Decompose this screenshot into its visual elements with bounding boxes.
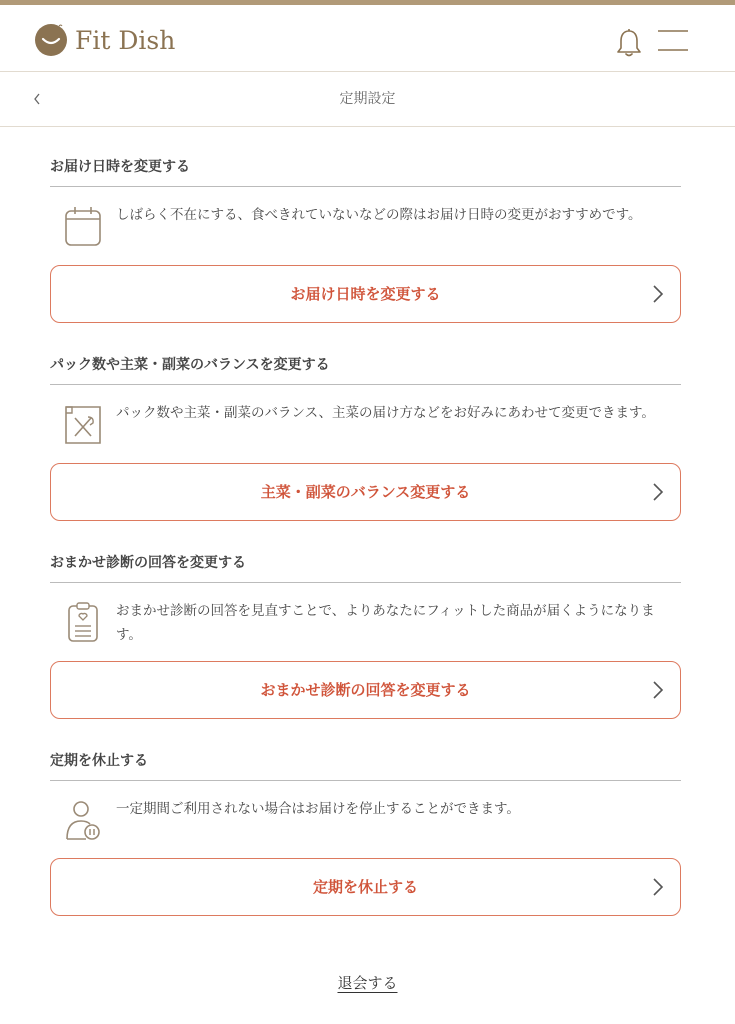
- section-change-diagnosis: [50, 548, 681, 699]
- logo-bowl-icon: [34, 23, 68, 57]
- chevron-right-icon: [652, 482, 664, 502]
- section-change-delivery: [50, 152, 681, 303]
- page-subheader: [0, 72, 735, 127]
- description-text: おまかせ診断の回答を見直すことで、よりあなたにフィットした商品が届くようになります。: [116, 603, 655, 643]
- brand-logo[interactable]: [34, 23, 175, 57]
- section-title: お届け日時を変更する: [50, 152, 681, 187]
- section-title: 定期を休止する: [50, 746, 681, 781]
- section-change-balance: [50, 350, 681, 501]
- section-pause-subscription: [50, 746, 681, 896]
- description-text: しばらく不在にする、食べきれていないなどの際はお届け日時の変更がおすすめです。: [116, 207, 642, 223]
- chevron-right-icon: [652, 877, 664, 897]
- description-text: 一定期間ご利用されない場合はお届けを停止することができます。: [116, 801, 520, 817]
- button-label: おまかせ診断の回答を変更する: [260, 681, 471, 699]
- description-text: パック数や主菜・副菜のバランス、主菜の届け方などをお好みにあわせて変更できます。: [116, 405, 655, 421]
- section-description: [50, 385, 681, 463]
- section-description: [50, 781, 681, 855]
- change-diagnosis-button[interactable]: [50, 661, 681, 719]
- button-label: お届け日時を変更する: [290, 285, 441, 303]
- section-description: [50, 583, 681, 661]
- bell-icon[interactable]: [615, 28, 643, 58]
- hamburger-menu-icon[interactable]: [657, 27, 689, 57]
- user-pause-icon: [64, 799, 102, 841]
- brand-name: Fit Dish: [75, 25, 176, 55]
- chevron-right-icon: [652, 284, 664, 304]
- meal-balance-icon: [64, 403, 102, 445]
- pause-subscription-button[interactable]: [50, 858, 681, 916]
- calendar-icon: [64, 205, 102, 247]
- button-label: 定期を休止する: [312, 878, 418, 896]
- section-description: [50, 187, 681, 265]
- withdraw-link-row: [0, 972, 735, 993]
- change-balance-button[interactable]: [50, 463, 681, 521]
- clipboard-icon: [64, 601, 102, 643]
- app-header: [0, 5, 735, 72]
- section-title: パック数や主菜・副菜のバランスを変更する: [50, 350, 681, 385]
- change-delivery-button[interactable]: [50, 265, 681, 323]
- button-label: 主菜・副菜のバランス変更する: [260, 483, 471, 501]
- section-title: おまかせ診断の回答を変更する: [50, 548, 681, 583]
- withdraw-link[interactable]: 退会する: [337, 974, 398, 992]
- chevron-right-icon: [652, 680, 664, 700]
- page-title: 定期設定: [339, 91, 396, 107]
